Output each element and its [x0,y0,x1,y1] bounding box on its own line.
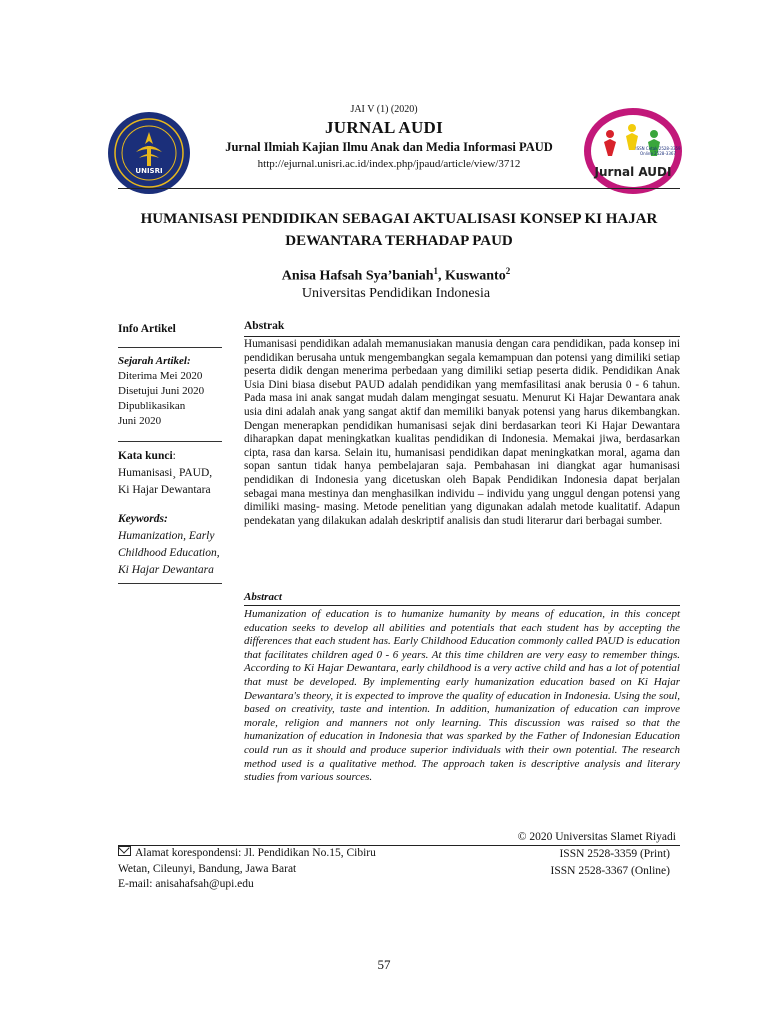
logo-text: UNISRI [135,167,163,175]
history-item: Dipublikasikan [118,400,186,412]
kata-kunci-item: Humanisasi¸ PAUD, [118,467,213,479]
author-name: Kuswanto [445,268,506,284]
issn-online: ISSN 2528-3367 (Online) [550,865,670,877]
abstrak-text: Humanisasi pendidikan adalah memanusiakan manusia dengan cara pendidikan, pada konsep ini pendidikan berusaha untuk mengembangkan segala kemampuan dan potensi yang dimiliki setiap peserta didik dengan menerima perbedaan yang dimiliki setiap peserta didik. Pendidikan Anak Usia Dini biasa disebut PAUD adalah pendidikan yang memfasilitasi anak berusia 0 - 6 tahun. Pada masa ini anak sangat mudah dalam mengingat sesuatu. Menurut Ki Hajar Dewantara anak usia dini adalah anak yang sangat aktif dan memiliki banyak potensi yang harus dikembangkan. Dengan menerapkan pendidikan humanisasi sejak dini berdasarkan teori Ki Hajar Dewantara diharapkan dapat meningkatkan kualitas pendidikan di Indonesia. Memakai jiwa, berdasarkan cipta, rasa dan karsa. Selain itu, humanisasi pendidikan dapat meningkatkan moral, agama dan sopan santun tidak hanya pembelajaran saja. Pembahasan ini diangkat agar humanisasi pendidikan di Indonesia yang dicetuskan oleh Bapak Pendidikan Indonesia dapat berjalan sebagai mana mestinya dan menghasilkan individu – individu yang unggul dengan potensi yang dimiliki masing- masing. Metode penelitian yang digunakan adalah metode kualitatif. Adapun pendekatan yang dilakukan adalah deskriptif analisis dan studi literarur dari berbagai sumber. [244,338,680,527]
address-line: Alamat korespondensi: Jl. Pendidikan No.15, Cibiru [135,847,376,859]
abstract-heading: Abstract [244,591,282,603]
author-affiliation-mark: 2 [505,266,511,276]
correspondence-address [118,846,438,893]
journal-title: JURNAL AUDI [324,118,444,137]
article-info-column [118,322,238,590]
abstract-divider [244,605,680,606]
journal-url[interactable]: http://ejurnal.unisri.ac.id/index.php/jpaud/article/view/3712 [257,158,521,170]
keyword-item: Ki Hajar Dewantara [118,564,214,576]
history-item: Diterima Mei 2020 [118,370,203,382]
abstrak-heading: Abstrak [244,320,285,332]
copyright: © 2020 Universitas Slamet Riyadi [517,831,676,843]
address-line: Wetan, Cileunyi, Bandung, Jawa Barat [118,862,297,875]
authors [0,266,768,285]
author-separator: , [438,268,446,284]
keyword-item: Childhood Education, [118,547,220,559]
history-item: Disetujui Juni 2020 [118,385,205,397]
issn-block [420,846,670,880]
journal-subtitle: Jurnal Ilmiah Kajian Ilmu Anak dan Media Informasi PAUD [225,140,553,154]
logo-text: Jurnal AUDI [594,165,672,179]
info-divider [118,583,222,584]
logo-issn-print: ISSN Cetak 2528-3359 [635,146,681,151]
abstrak-divider [244,336,680,337]
info-divider [118,347,222,348]
kata-kunci-colon: : [172,450,176,462]
envelope-icon [118,846,131,856]
logo-issn-online: Online 2528-3367 [640,151,676,156]
keywords-heading: Keywords: [118,513,168,525]
article-title: HUMANISASI PENDIDIKAN SEBAGAI AKTUALISASI KONSEP KI HAJAR DEWANTARA TERHADAP PAUD [140,211,658,249]
affiliation: Universitas Pendidikan Indonesia [301,286,491,301]
volume-info: JAI V (1) (2020) [350,104,418,115]
info-heading: Info Artikel [118,323,176,335]
history-item: Juni 2020 [118,415,162,427]
author-name: Anisa Hafsah Sya’baniah [281,268,434,284]
keyword-item: Humanization, Early [118,530,215,542]
header-divider [118,188,680,189]
page-number: 57 [377,957,391,972]
kata-kunci-heading: Kata kunci [118,450,173,462]
kata-kunci-item: Ki Hajar Dewantara [118,484,211,496]
history-heading: Sejarah Artikel: [118,355,191,367]
issn-print: ISSN 2528-3359 (Print) [559,848,670,860]
abstract-text: Humanization of education is to humanize humanity by means of education, in this concept education seeks to develop all abilities and potentials that each student has by accepting the differences that each student has. Early Childhood Education commonly called PAUD is education that facilitates children aged 0 - 6 years. At this time children are very easy to remember things. According to Ki Hajar Dewantara, early childhood is a very active child and has a lot of potential that must be developed. By implementing early humanization education based on Ki Hajar Dewantara's theory, it is expected to improve the quality of education in Indonesia. Using the soul, based on creativity, taste and intention. In addition, humanization of education can improve morale, religion and manners not only learning. This discussion was raised so that the humanization of education in Indonesia that was sparked by the Father of Indonesian Education could run as it should and produce superior individuals with their own potential. The research method used is a qualitative method. The approach taken is descriptive analysis and literary studies from various sources. [244,608,680,784]
info-divider [118,441,222,442]
author-affiliation-mark: 1 [433,266,439,276]
email-line: E-mail: anisahafsah@upi.edu [118,878,254,890]
